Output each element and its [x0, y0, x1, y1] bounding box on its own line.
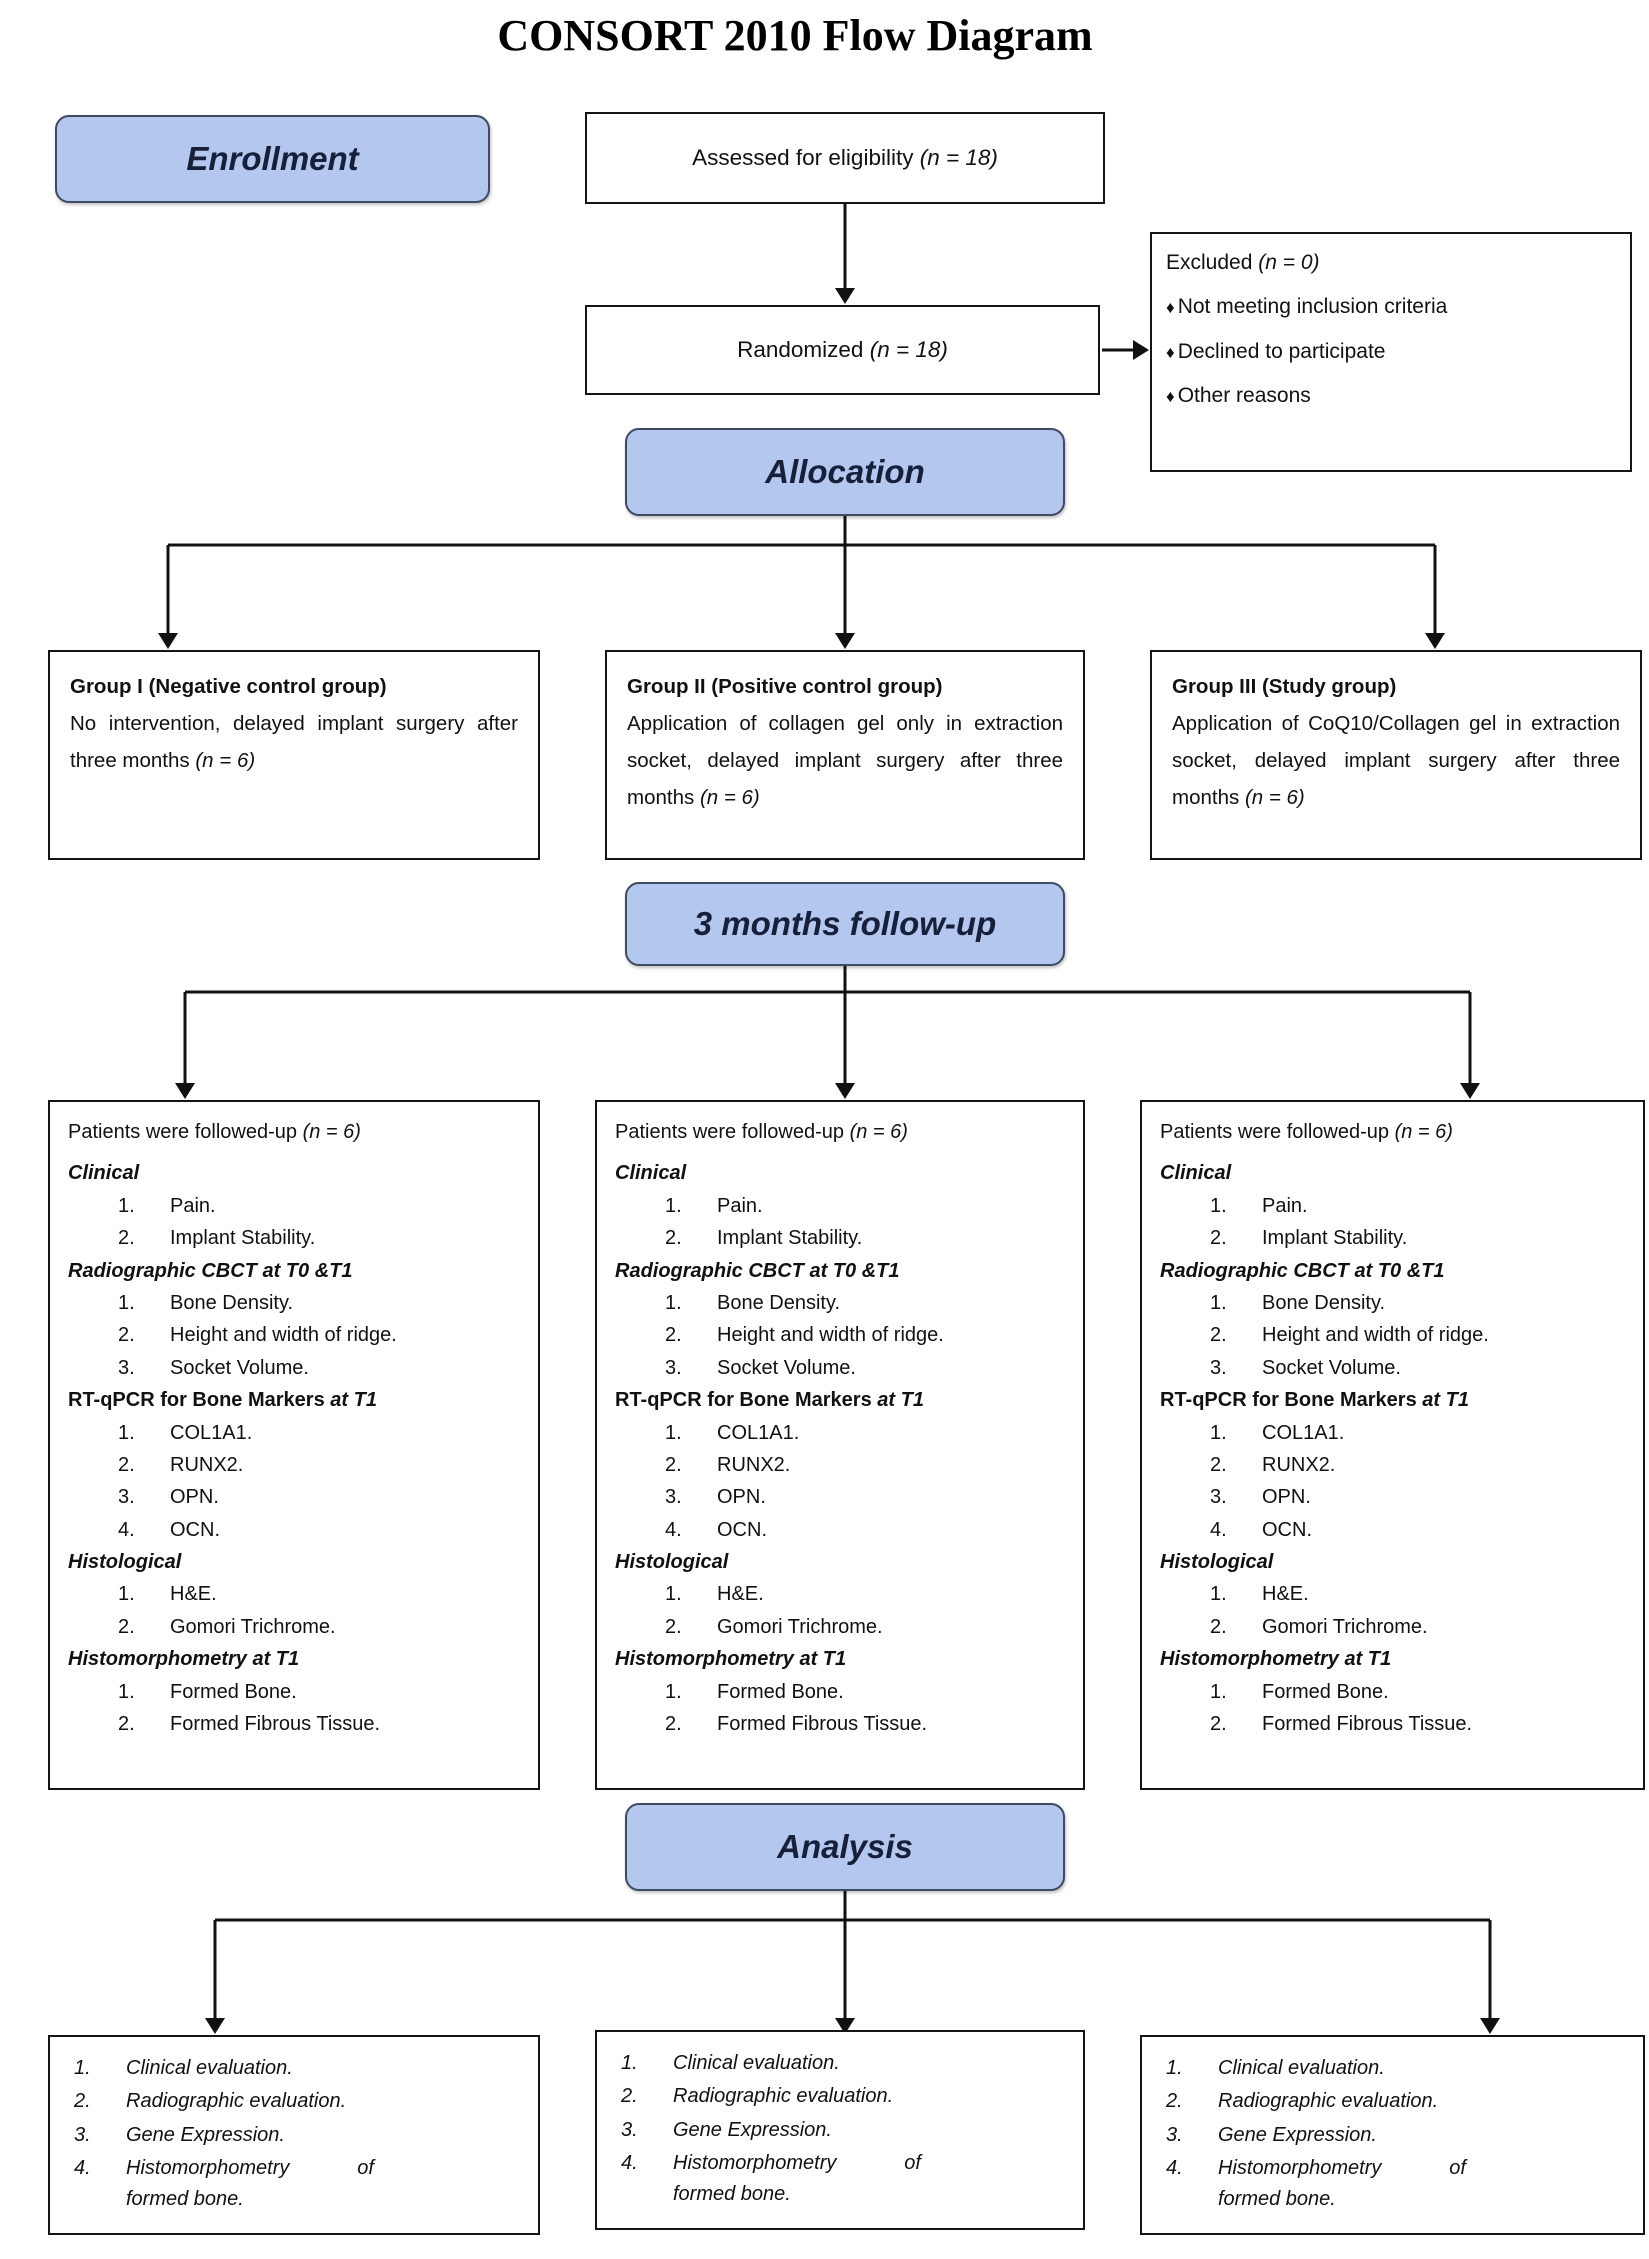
group-title: Group I (Negative control group) [70, 675, 387, 698]
list-item: Socket Volume. [170, 1356, 309, 1379]
section-list-clinical [68, 1190, 524, 1255]
stage-label: Enrollment [186, 140, 359, 177]
list-item: RUNX2. [717, 1453, 791, 1476]
section-list-clinical [1160, 1190, 1629, 1255]
stage-allocation [625, 428, 1065, 516]
analysis-box-1 [48, 2035, 540, 2235]
diamond-bullet-icon: ♦ [1166, 386, 1175, 406]
group-n: (n = 6) [1244, 785, 1305, 809]
followup-header-n: (n = 6) [1394, 1121, 1453, 1143]
rt-qpcr-title-main: RT-qPCR for Bone Markers [1160, 1389, 1417, 1412]
stage-label: Allocation [765, 453, 925, 490]
excluded-item-text: Other reasons [1177, 383, 1311, 407]
section-list-rt-qpcr [615, 1417, 1069, 1547]
analysis-box-2 [595, 2030, 1085, 2230]
section-list-radiographic [615, 1287, 1069, 1384]
list-item: Implant Stability. [170, 1227, 316, 1250]
list-item: Bone Density. [1262, 1291, 1386, 1314]
section-title-radiographic-cbct: Radiographic CBCT at T0 &T1 [1160, 1259, 1445, 1282]
list-item: Height and width of ridge. [170, 1324, 397, 1347]
diagram-title: CONSORT 2010 Flow Diagram [497, 11, 1093, 60]
section-list-histomorphometry [1160, 1676, 1629, 1741]
excluded-item-2 [1166, 338, 1616, 365]
list-item: Bone Density. [717, 1291, 841, 1314]
list-item: RUNX2. [1262, 1453, 1336, 1476]
list-item: Pain. [1262, 1194, 1308, 1217]
list-item: Clinical evaluation. [673, 2052, 840, 2074]
analysis-list [1160, 2053, 1625, 2214]
section-title-rt-qpcr [1160, 1384, 1629, 1416]
stage-label: 3 months follow-up [693, 905, 997, 942]
section-list-radiographic [68, 1287, 524, 1384]
group-box-2 [605, 650, 1085, 860]
group-description [70, 706, 518, 780]
excluded-item-text: Declined to participate [1177, 339, 1386, 363]
list-item: Gomori Trichrome. [717, 1615, 883, 1638]
list-item: OPN. [170, 1486, 219, 1509]
excluded-label: Excluded [1166, 251, 1253, 274]
group-body-text: No intervention, delayed implant surgery after three months [70, 711, 518, 772]
section-title-histological: Histological [68, 1551, 182, 1574]
section-list-histomorphometry [68, 1676, 524, 1741]
list-item: Clinical evaluation. [1218, 2057, 1385, 2079]
list-item: COL1A1. [1262, 1421, 1345, 1444]
group-body-text: Application of collagen gel only in extraction socket, delayed implant surgery after three months [627, 711, 1063, 809]
group-title: Group II (Positive control group) [627, 675, 943, 698]
stage-followup [625, 882, 1065, 966]
followup-header [615, 1116, 1069, 1148]
list-item: H&E. [170, 1583, 217, 1606]
followup-header-n: (n = 6) [849, 1121, 908, 1143]
list-item: Pain. [170, 1194, 216, 1217]
section-title-histomorphometry: Histomorphometry at T1 [615, 1648, 847, 1671]
list-item: H&E. [717, 1583, 764, 1606]
list-item: Histomorphometry of formed bone. [673, 2152, 921, 2205]
list-item: OPN. [717, 1486, 766, 1509]
randomized-text [737, 337, 948, 363]
list-item: H&E. [1262, 1583, 1309, 1606]
list-item: OCN. [170, 1518, 220, 1541]
assessed-n: (n = 18) [919, 145, 998, 170]
section-title-clinical: Clinical [68, 1162, 140, 1185]
group-body-text: Application of CoQ10/Collagen gel in extraction socket, delayed implant surgery after three months [1172, 711, 1620, 809]
analysis-box-3 [1140, 2035, 1645, 2235]
section-title-radiographic-cbct: Radiographic CBCT at T0 &T1 [68, 1259, 353, 1282]
group-n: (n = 6) [699, 785, 760, 809]
list-item: Formed Fibrous Tissue. [717, 1713, 928, 1736]
randomized-label: Randomized [737, 337, 864, 362]
diamond-bullet-icon: ♦ [1166, 298, 1175, 318]
section-list-rt-qpcr [1160, 1417, 1629, 1547]
section-list-radiographic [1160, 1287, 1629, 1384]
list-item: Gene Expression. [1218, 2123, 1377, 2146]
excluded-item-3 [1166, 382, 1616, 409]
list-item: RUNX2. [170, 1453, 244, 1476]
group-title: Group III (Study group) [1172, 675, 1397, 698]
followup-header-n: (n = 6) [302, 1121, 361, 1143]
excluded-item-text: Not meeting inclusion criteria [1177, 295, 1448, 319]
group-box-1 [48, 650, 540, 860]
list-item: Formed Fibrous Tissue. [170, 1713, 381, 1736]
section-list-histomorphometry [615, 1676, 1069, 1741]
rt-qpcr-title-suffix: at T1 [330, 1389, 377, 1412]
followup-header [68, 1116, 524, 1148]
section-list-histological [68, 1578, 524, 1643]
stage-label: Analysis [777, 1828, 913, 1865]
list-item: Height and width of ridge. [717, 1324, 944, 1347]
section-title-histomorphometry: Histomorphometry at T1 [1160, 1648, 1392, 1671]
diamond-bullet-icon: ♦ [1166, 342, 1175, 362]
list-item: Implant Stability. [717, 1227, 863, 1250]
list-item: Bone Density. [170, 1291, 294, 1314]
list-item: Radiographic evaluation. [1218, 2090, 1439, 2113]
followup-header-label: Patients were followed-up [615, 1121, 845, 1143]
list-item: Gene Expression. [673, 2118, 832, 2141]
followup-box-1 [48, 1100, 540, 1790]
list-item: Gomori Trichrome. [170, 1615, 336, 1638]
section-title-histological: Histological [615, 1551, 729, 1574]
list-item: OCN. [717, 1518, 767, 1541]
list-item: Radiographic evaluation. [673, 2085, 894, 2108]
list-item: COL1A1. [170, 1421, 253, 1444]
list-item: Formed Bone. [1262, 1680, 1389, 1703]
excluded-box [1150, 232, 1632, 472]
list-item: Clinical evaluation. [126, 2057, 293, 2079]
section-title-clinical: Clinical [615, 1162, 687, 1185]
assessed-label: Assessed for eligibility [692, 145, 914, 170]
section-list-rt-qpcr [68, 1417, 524, 1547]
section-list-histological [615, 1578, 1069, 1643]
list-item: Formed Bone. [170, 1680, 297, 1703]
group-description [627, 706, 1063, 817]
followup-box-2 [595, 1100, 1085, 1790]
followup-header [1160, 1116, 1629, 1148]
rt-qpcr-title-suffix: at T1 [877, 1389, 924, 1412]
list-item: Radiographic evaluation. [126, 2090, 347, 2113]
list-item: Histomorphometry of formed bone. [126, 2157, 374, 2210]
list-item: OCN. [1262, 1518, 1312, 1541]
followup-box-3 [1140, 1100, 1645, 1790]
rt-qpcr-title-main: RT-qPCR for Bone Markers [68, 1389, 325, 1412]
section-title-histological: Histological [1160, 1551, 1274, 1574]
excluded-n: (n = 0) [1258, 251, 1320, 274]
section-title-clinical: Clinical [1160, 1162, 1232, 1185]
analysis-list [615, 2048, 1065, 2209]
list-item: Height and width of ridge. [1262, 1324, 1489, 1347]
analysis-list [68, 2053, 520, 2214]
list-item: Gene Expression. [126, 2123, 285, 2146]
list-item: Formed Fibrous Tissue. [1262, 1713, 1473, 1736]
list-item: Socket Volume. [717, 1356, 856, 1379]
section-list-histological [1160, 1578, 1629, 1643]
list-item: Formed Bone. [717, 1680, 844, 1703]
list-item: Socket Volume. [1262, 1356, 1401, 1379]
excluded-item-1 [1166, 293, 1616, 320]
list-item: COL1A1. [717, 1421, 800, 1444]
group-n: (n = 6) [195, 748, 256, 772]
followup-header-label: Patients were followed-up [68, 1121, 298, 1143]
list-item: Pain. [717, 1194, 763, 1217]
section-title-histomorphometry: Histomorphometry at T1 [68, 1648, 300, 1671]
list-item: OPN. [1262, 1486, 1311, 1509]
randomized-box [585, 305, 1100, 395]
rt-qpcr-title-main: RT-qPCR for Bone Markers [615, 1389, 872, 1412]
section-title-rt-qpcr [615, 1384, 1069, 1416]
section-title-rt-qpcr [68, 1384, 524, 1416]
list-item: Gomori Trichrome. [1262, 1615, 1428, 1638]
list-item: Implant Stability. [1262, 1227, 1408, 1250]
assessed-box [585, 112, 1105, 204]
section-title-radiographic-cbct: Radiographic CBCT at T0 &T1 [615, 1259, 900, 1282]
group-box-3 [1150, 650, 1642, 860]
excluded-title [1166, 249, 1616, 276]
list-item: Histomorphometry of formed bone. [1218, 2157, 1466, 2210]
stage-enrollment [55, 115, 490, 203]
assessed-text [692, 145, 998, 171]
stage-analysis [625, 1803, 1065, 1891]
rt-qpcr-title-suffix: at T1 [1422, 1389, 1469, 1412]
followup-header-label: Patients were followed-up [1160, 1121, 1390, 1143]
randomized-n: (n = 18) [869, 337, 948, 362]
group-description [1172, 706, 1620, 817]
section-list-clinical [615, 1190, 1069, 1255]
